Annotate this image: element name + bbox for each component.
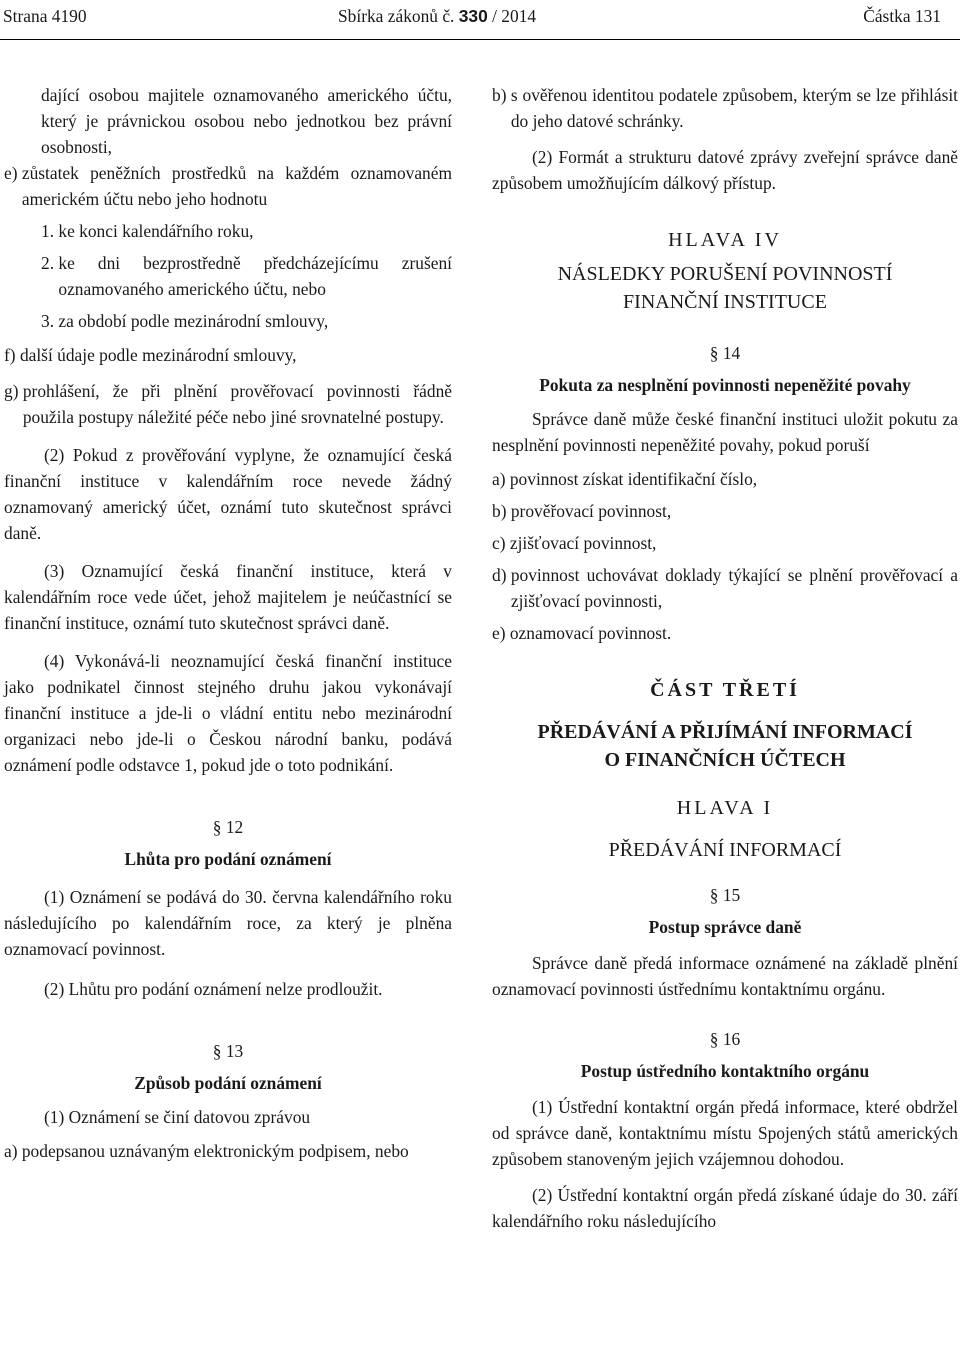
part-three-heading: ČÁST TŘETÍ [650,679,800,701]
section-12-number: § 12 [212,817,244,837]
section-16-paragraph-2: (2) Ústřední kontaktní orgán předá získané údaje do 30. září kalendářního roku následujícího [492,1185,958,1231]
list-text: podepsanou uznávaným elektronickým podpisem, nebo [21,1141,409,1161]
section-14-paragraph: Správce daně může české finanční instituci uložit pokutu za nesplnění povinnosti nepeněžité povahy, pokud poruší [492,409,958,455]
list-item-g [4,378,452,430]
page-number: Strana 4190 [3,6,87,26]
sublist-item-1: 1. ke konci kalendářního roku, [41,221,254,241]
penalty-item-c [492,530,958,556]
paragraph-2: (2) Pokud z prověřování vyplyne, že oznamující česká finanční instituce v kalendářním roce nevede žádný oznamovaný americký účet, oznámí tuto skutečnost správci daně. [4,445,452,543]
hlava-iv-title: NÁSLEDKY PORUŠENÍ POVINNOSTÍ FINANČNÍ INSTITUCE [557,263,893,313]
list-marker: b) [492,501,511,521]
list-text: povinnost uchovávat doklady týkající se plnění prověřovací a zjišťovací povinnosti, [510,565,958,611]
section-12-paragraph-2: (2) Lhůtu pro podání oznámení nelze prodloužit. [44,979,383,999]
list-text: s ověřenou identitou podatele způsobem, kterým se lze přihlásit do jeho datové schránky. [510,85,958,131]
list-marker: e) [4,163,22,183]
list-item-b [492,82,958,134]
list-marker: g) [4,381,23,401]
list-text: zůstatek peněžních prostředků na každém oznamovaném americkém účtu nebo jeho hodnotu [21,163,452,209]
section-13-title: Způsob podání oznámení [134,1073,322,1093]
penalty-item-b [492,498,958,524]
list-marker: a) [4,1141,22,1161]
section-16-number: § 16 [709,1029,741,1049]
list-text: prohlášení, že při plnění prověřovací povinnosti řádně použila postupy náležité péče nebo jiné srovnatelné postupy. [22,381,452,427]
sublist-item-3: 3. za období podle mezinárodní smlouvy, [41,311,329,331]
list-text: další údaje podle mezinárodní smlouvy, [19,345,297,365]
collection-prefix: Sbírka zákonů č. [338,6,455,26]
list-marker: 2. [41,253,59,273]
list-text: prověřovací povinnost, [510,501,672,521]
collection-reference [338,3,536,29]
page-header [0,3,960,29]
right-column [492,82,958,1234]
header-rule [0,39,960,40]
section-16-paragraph-1: (1) Ústřední kontaktní orgán předá informace, které obdržel od správce daně, kontaktnímu místu Spojených států amerických způsobem stanoveným jejich vzájemnou dohodou. [492,1097,958,1169]
list-marker: a) [492,469,510,489]
sublist-item-2 [4,250,452,302]
left-column [4,82,452,1164]
penalty-item-d [492,562,958,614]
list-text: povinnost získat identifikační číslo, [509,469,758,489]
section-14-title: Pokuta za nesplnění povinnosti nepeněžité povahy [539,375,911,395]
section-13-number: § 13 [212,1041,244,1061]
list-marker: b) [492,85,511,105]
collection-year: / 2014 [492,6,537,26]
section-12-title: Lhůta pro podání oznámení [124,849,332,869]
issue-part: Částka 131 [863,6,941,26]
section-16-title: Postup ústředního kontaktního orgánu [580,1061,870,1081]
list-marker: f) [4,345,20,365]
hlava-i-title: PŘEDÁVÁNÍ INFORMACÍ [608,839,842,861]
list-marker: e) [492,623,510,643]
part-three-title-line-2: O FINANČNÍCH ÚČTECH [604,749,846,771]
part-three-title-line-1: PŘEDÁVÁNÍ A PŘIJÍMÁNÍ INFORMACÍ [537,721,913,743]
list-text: ke dni bezprostředně předcházejícímu zrušení oznamovaného amerického účtu, nebo [58,253,452,299]
hlava-iv-heading: HLAVA IV [668,229,782,251]
paragraph-4: (4) Vykonává-li neoznamující česká finanční instituce jako podnikatel činnost stejného druhu jakou vykonávají finanční instituce a jde-li o vládní entitu nebo mezinárodní organizaci nebo jde-li o Českou národní banku, podává oznámení podle odstavce 1, pokud jde o toto podnikání. [4,651,452,775]
list-item-f [4,342,452,368]
section-15-title: Postup správce daně [648,917,802,937]
hlava-i-heading: HLAVA I [676,797,774,819]
section-14-number: § 14 [709,343,741,363]
penalty-item-e [492,620,958,646]
section-13-paragraph-1: (1) Oznámení se činí datovou zprávou [44,1107,311,1127]
list-text: oznamovací povinnost. [509,623,672,643]
penalty-item-a [492,466,958,492]
paragraph-continuation: dající osobou majitele oznamovaného amerického účtu, který je právnickou osobou nebo jednotkou bez právní osobnosti, [41,85,452,157]
section-15-paragraph: Správce daně předá informace oznámené na základě plnění oznamovací povinnosti ústřednímu kontaktnímu orgánu. [492,953,958,999]
list-item-e [4,160,452,212]
section-15-number: § 15 [709,885,741,905]
paragraph-2-format: (2) Formát a strukturu datové zprávy zveřejní správce daně způsobem umožňujícím dálkový přístup. [492,147,958,193]
paragraph-3: (3) Oznamující česká finanční instituce, která v kalendářním roce vede účet, jehož majitelem je neúčastnící se finanční instituce, oznámí tuto skutečnost správci daně. [4,561,452,633]
section-12-paragraph-1: (1) Oznámení se podává do 30. června kalendářního roku následujícího po kalendářním roce, za který je plněna oznamovací povinnost. [4,887,452,959]
section-13-item-a [4,1138,452,1164]
collection-number: 330 [458,6,488,26]
list-marker: c) [492,533,510,553]
list-marker: d) [492,565,511,585]
list-text: zjišťovací povinnost, [509,533,657,553]
